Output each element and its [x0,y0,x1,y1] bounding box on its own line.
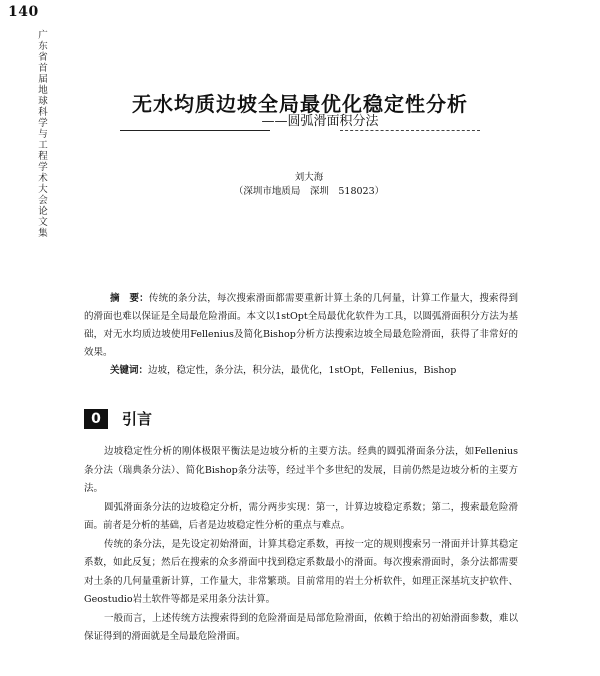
paragraph: 边坡稳定性分析的刚体极限平衡法是边坡分析的主要方法。经典的圆弧滑面条分法，如Fellenius条分法（瑞典条分法）、简化Bishop条分法等，经过半个多世纪的发展，目前仍然是边坡分析的主要方法。 [84,446,518,494]
paper-title: 无水均质边坡全局最优化稳定性分析 [132,92,468,116]
paragraph: 传统的条分法，是先设定初始滑面，计算其稳定系数，再按一定的规则搜索另一滑面并计算其稳定系数，如此反复；然后在搜索的众多滑面中找到稳定系数最小的滑面。每次搜索滑面时，条分法都需要对土条的几何量重新计算，工作量大，非常繁琐。目前常用的岩土分析软件，如理正深基坑支护软件、Geostudio岩土软件等都是采用条分法计算。 [84,538,518,605]
keywords [84,363,518,379]
author-affiliation: （深圳市地质局 深圳 518023） [233,186,385,197]
abstract-label: 摘 要： [110,293,149,304]
section-heading [84,408,152,429]
title-rule-right [340,130,480,131]
author-name: 刘大海 [294,172,324,183]
abstract-text: 传统的条分法，每次搜索滑面都需要重新计算土条的几何量，计算工作量大，搜索得到的滑面也难以保证是全局最危险滑面。本文以1stOpt全局最优化软件为工具，以圆弧滑面积分方法为基础，对无水均质边坡使用Fellenius及简化Bishop分析方法搜索边坡全局最危险滑面，获得了非常好的效果。 [84,293,518,358]
abstract [84,290,518,362]
section-number: 0 [84,409,108,429]
page-number: 140 [8,4,39,20]
section-title: 引言 [122,410,153,428]
keywords-text: 边坡，稳定性，条分法，积分法，最优化，1stOpt，Fellenius，Bishop [148,365,457,376]
title-rule-left [120,130,270,131]
body-text [84,443,518,647]
keywords-label: 关键词： [110,365,149,376]
paragraph: 圆弧滑面条分法的边坡稳定分析，需分两步实现：第一，计算边坡稳定系数；第二，搜索最危险滑面。前者是分析的基础，后者是边坡稳定性分析的重点与难点。 [84,501,518,531]
paragraph: 一般而言，上述传统方法搜索得到的危险滑面是局部危险滑面，依赖于给出的初始滑面参数，难以保证得到的滑面就是全局最危险滑面。 [84,612,518,642]
paper-subtitle: ——圆弧滑面积分法 [261,114,379,129]
proceedings-running-title: 广东省首届地球科学与工程学术大会论文集 [38,30,48,239]
